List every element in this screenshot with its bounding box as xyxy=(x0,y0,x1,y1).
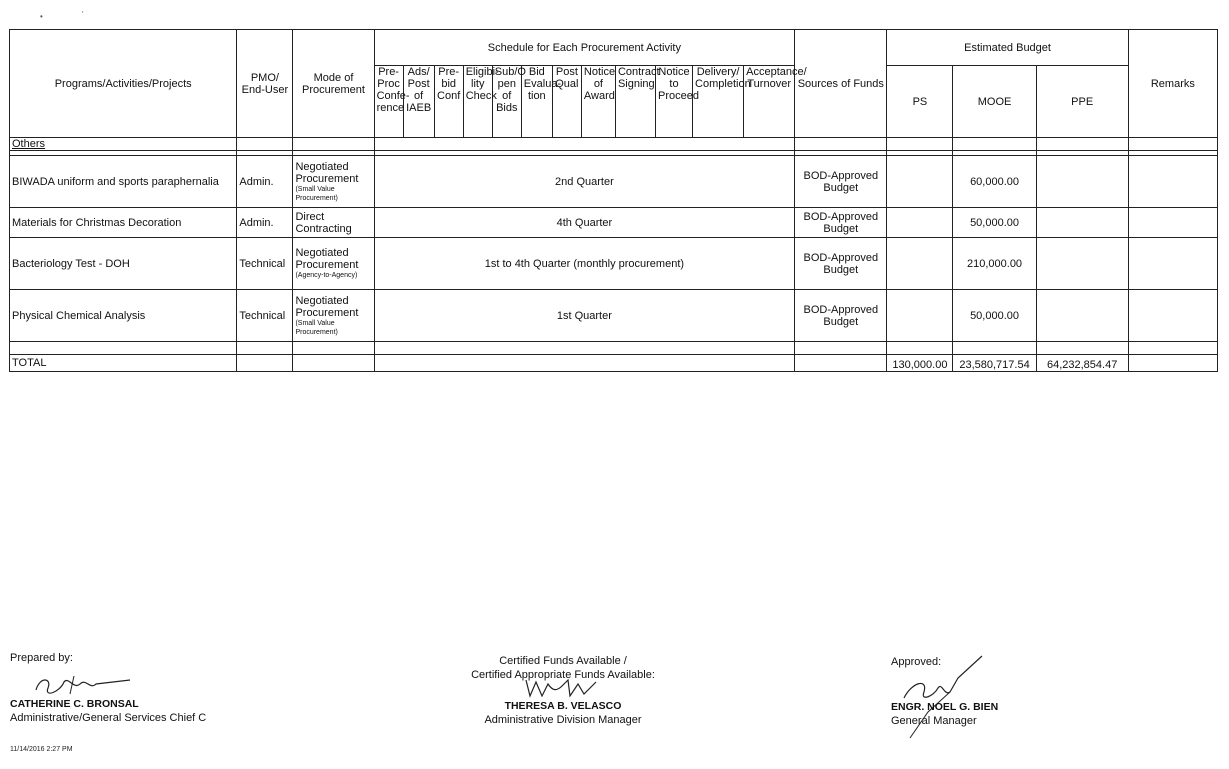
print-timestamp: 11/14/2016 2:27 PM xyxy=(10,746,73,753)
mode-main: Direct Contracting xyxy=(295,210,352,235)
prepared-by-name: CATHERINE C. BRONSAL xyxy=(10,698,139,710)
prepared-by-signatory xyxy=(10,697,206,725)
table-row xyxy=(10,208,1218,238)
table-row xyxy=(10,290,1218,342)
total-mooe: 23,580,717.54 xyxy=(953,355,1036,372)
approved-signatory xyxy=(891,700,998,728)
schedule-col-acceptance: Acceptance/ Turnover xyxy=(744,66,795,138)
schedule-col-eligibility: Eligibi-lity Check xyxy=(463,66,492,138)
schedule-col-delivery: Delivery/ Completion xyxy=(693,66,744,138)
prepared-by-caption: Prepared by: xyxy=(10,652,73,664)
mode-note: (Small Value Procurement) xyxy=(295,185,338,202)
certified-caption-2: Certified Appropriate Funds Available: xyxy=(471,669,655,681)
ps-cell xyxy=(887,208,953,238)
group-row xyxy=(10,138,1218,151)
mooe-cell: 210,000.00 xyxy=(953,238,1036,290)
program-cell: Materials for Christmas Decoration xyxy=(10,208,237,238)
schedule-col-bid-eval: Bid Evalua-tion xyxy=(521,66,552,138)
prepared-by-title: Administrative/General Services Chief C xyxy=(10,712,207,724)
budget-col-ps: PS xyxy=(887,66,953,138)
schedule-cell: 1st Quarter xyxy=(374,290,795,342)
ps-cell xyxy=(887,156,953,208)
schedule-col-ads: Ads/ Post of IAEB xyxy=(403,66,434,138)
mode-cell xyxy=(293,290,374,342)
approved-caption: Approved: xyxy=(891,656,942,668)
schedule-col-contract: Contract Signing xyxy=(615,66,655,138)
prepared-by-block xyxy=(10,651,73,665)
mode-main: Negotiated Procurement xyxy=(295,160,359,185)
ppe-cell xyxy=(1036,290,1128,342)
signature-scribble-certified xyxy=(522,676,602,700)
schedule-cell: 1st to 4th Quarter (monthly procurement) xyxy=(374,238,795,290)
schedule-col-pre-proc: Pre-Proc Confe-rence xyxy=(374,66,403,138)
total-ppe: 64,232,854.47 xyxy=(1036,355,1128,372)
program-cell: Physical Chemical Analysis xyxy=(10,290,237,342)
mode-cell xyxy=(293,238,374,290)
remarks-cell xyxy=(1128,290,1217,342)
pmo-cell: Technical xyxy=(237,238,293,290)
pmo-cell: Technical xyxy=(237,290,293,342)
program-cell: BIWADA uniform and sports paraphernalia xyxy=(10,156,237,208)
ps-cell xyxy=(887,290,953,342)
pmo-cell: Admin. xyxy=(237,208,293,238)
remarks-cell xyxy=(1128,238,1217,290)
schedule-col-notice-award: Notice of Award xyxy=(581,66,615,138)
total-label: TOTAL xyxy=(10,355,237,372)
ppe-cell xyxy=(1036,208,1128,238)
mode-main: Negotiated Procurement xyxy=(295,294,359,319)
certified-caption-1: Certified Funds Available / xyxy=(499,655,627,667)
mode-cell xyxy=(293,208,374,238)
source-cell: BOD-Approved Budget xyxy=(795,238,887,290)
col-header-remarks: Remarks xyxy=(1128,30,1217,138)
budget-col-ppe: PPE xyxy=(1036,66,1128,138)
mode-note: (Agency-to-Agency) xyxy=(295,272,358,279)
mode-main: Negotiated Procurement xyxy=(295,247,359,271)
col-header-sources: Sources of Funds xyxy=(795,30,887,138)
scan-speck: • xyxy=(40,12,43,21)
approved-title: General Manager xyxy=(891,715,977,727)
total-row xyxy=(10,355,1218,372)
mooe-cell: 60,000.00 xyxy=(953,156,1036,208)
certified-name: THERESA B. VELASCO xyxy=(504,700,622,712)
signature-scribble-prepared xyxy=(30,672,140,698)
col-header-pmo: PMO/ End-User xyxy=(237,30,293,138)
ppe-cell xyxy=(1036,156,1128,208)
ps-cell xyxy=(887,238,953,290)
mode-cell xyxy=(293,156,374,208)
col-header-schedule: Schedule for Each Procurement Activity xyxy=(374,30,795,66)
ppe-cell xyxy=(1036,238,1128,290)
certified-title: Administrative Division Manager xyxy=(484,714,642,726)
program-cell: Bacteriology Test - DOH xyxy=(10,238,237,290)
certified-signatory xyxy=(468,699,658,727)
scan-speck: ' xyxy=(82,10,84,19)
total-ps: 130,000.00 xyxy=(887,355,953,372)
pmo-cell: Admin. xyxy=(237,156,293,208)
schedule-col-ntp: Notice to Proceed xyxy=(656,66,693,138)
table-row xyxy=(10,238,1218,290)
source-cell: BOD-Approved Budget xyxy=(795,156,887,208)
remarks-cell xyxy=(1128,156,1217,208)
schedule-col-post-qual: Post Qual xyxy=(552,66,581,138)
schedule-col-pre-bid: Pre-bid Conf xyxy=(434,66,463,138)
schedule-cell: 4th Quarter xyxy=(374,208,795,238)
procurement-plan-table xyxy=(9,29,1218,372)
mooe-cell: 50,000.00 xyxy=(953,290,1036,342)
col-header-estimated-budget: Estimated Budget xyxy=(887,30,1128,66)
col-header-mode: Mode of Procurement xyxy=(293,30,374,138)
source-cell: BOD-Approved Budget xyxy=(795,290,887,342)
remarks-cell xyxy=(1128,208,1217,238)
schedule-col-sub-open: Sub/O pen of Bids xyxy=(492,66,521,138)
approved-name: ENGR. NOEL G. BIEN xyxy=(891,701,999,713)
mooe-cell: 50,000.00 xyxy=(953,208,1036,238)
table-row xyxy=(10,156,1218,208)
mode-note: (Small Value Procurement) xyxy=(295,319,338,336)
spacer-row xyxy=(10,342,1218,355)
budget-col-mooe: MOOE xyxy=(953,66,1036,138)
group-label: Others xyxy=(10,138,237,151)
source-cell: BOD-Approved Budget xyxy=(795,208,887,238)
col-header-programs: Programs/Activities/Projects xyxy=(10,30,237,138)
schedule-cell: 2nd Quarter xyxy=(374,156,795,208)
